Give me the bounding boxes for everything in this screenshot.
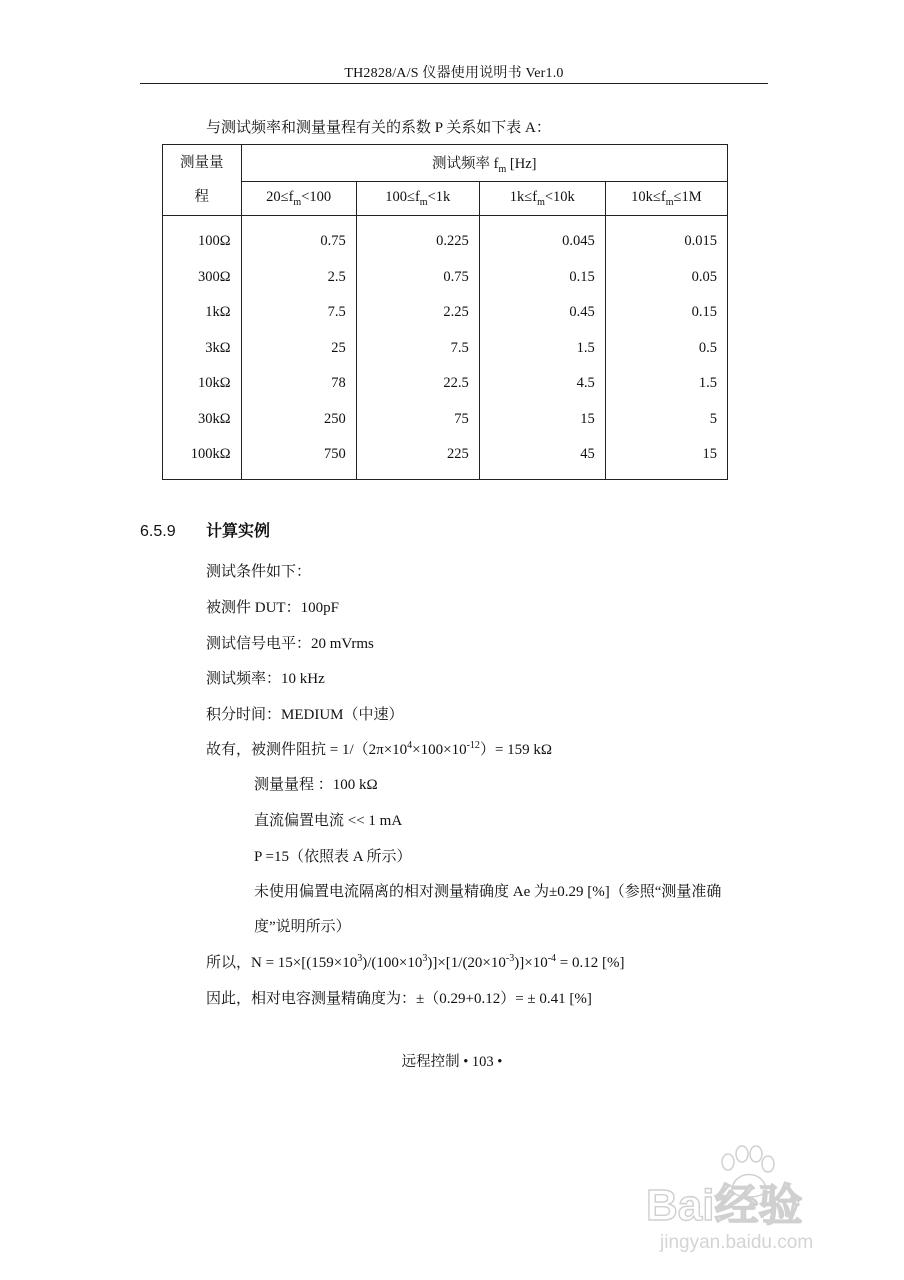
page-footer: 远程控制 • 103 •: [401, 1054, 503, 1070]
value-cell: 0.15: [569, 268, 595, 285]
value-cell: 4.5: [576, 375, 595, 391]
watermark-url: jingyan.baidu.com: [660, 1232, 814, 1253]
value-cell: 7.5: [327, 304, 346, 320]
freq-header-unit: [Hz]: [506, 155, 537, 172]
value-cell: 0.75: [443, 268, 469, 285]
value-column: [605, 216, 727, 480]
condition-level: 测试信号电平：20 mVrms: [206, 636, 374, 652]
page-header: TH2828/A/S 仪器使用说明书 Ver1.0: [344, 66, 564, 81]
freq-header-sub: m: [498, 163, 507, 175]
value-cell: 22.5: [443, 375, 469, 391]
freq-col-header: $100\le f_m<1k$: [356, 182, 479, 216]
accuracy-note-line1: 未使用偏置电流隔离的相对测量精确度 Ae 为±0.29 [%]（参照“测量准确: [254, 884, 722, 900]
value-cell: 0.045: [562, 233, 595, 249]
value-cell: 7.5: [450, 339, 469, 356]
p-value: P =15（依照表 A 所示）: [254, 849, 412, 865]
measurement-range: 测量量程 ：100 kΩ: [254, 777, 378, 793]
range-header-line2: 程: [194, 189, 210, 205]
range-cell: 300Ω: [198, 268, 231, 285]
range-cell: 100Ω: [198, 233, 231, 249]
condition-frequency: 测试频率：10 kHz: [206, 671, 325, 687]
value-cell: 5: [709, 410, 717, 427]
value-column: [241, 216, 356, 480]
final-result: 因此，相对电容测量精确度为：±（0.29+0.12）= ± 0.41 [%]: [206, 991, 592, 1007]
freq-col-header: $1k\le f_m<10k$: [479, 182, 605, 216]
range-column: [163, 216, 242, 480]
value-cell: 2.5: [327, 268, 346, 285]
range-header: [163, 145, 242, 216]
value-cell: 225: [447, 446, 469, 462]
frequency-header: [241, 145, 727, 182]
range-cell: 30kΩ: [198, 410, 231, 427]
value-cell: 15: [702, 446, 717, 462]
baidu-watermark: [640, 1140, 870, 1260]
value-cell: 0.15: [691, 304, 717, 320]
value-cell: 75: [454, 410, 469, 427]
range-header-line1: 测量量: [180, 155, 224, 171]
range-cell: 1kΩ: [205, 304, 231, 320]
value-column: [479, 216, 605, 480]
value-cell: 0.225: [436, 233, 469, 249]
value-cell: 15: [580, 410, 595, 427]
value-cell: 1.5: [698, 375, 717, 391]
conditions-heading: 测试条件如下：: [206, 564, 312, 580]
range-cell: 10kΩ: [198, 375, 231, 391]
accuracy-note-line2: 度”说明所示）: [254, 919, 351, 935]
coefficient-table: [162, 144, 728, 480]
section-title: 计算实例: [206, 523, 271, 540]
freq-col-header: $10k\le f_m\le 1M$: [605, 182, 727, 216]
dc-bias-current: 直流偏置电流 << 1 mA: [254, 813, 403, 829]
header-rule: [140, 83, 768, 84]
impedance-formula: 故有，被测件阻抗 = $1/(2\pi\times 10^4\times 100\times 10^{-12})= 159$ kΩ: [206, 740, 553, 758]
value-cell: 0.75: [320, 233, 346, 249]
freq-header-text: 测试频率 f: [432, 155, 499, 172]
value-cell: 2.25: [443, 304, 469, 320]
condition-dut: 被测件 DUT：100pF: [206, 600, 339, 616]
value-cell: 25: [331, 339, 346, 356]
value-cell: 0.05: [691, 268, 717, 285]
watermark-brand: Bai经验: [646, 1181, 803, 1230]
range-cell: 3kΩ: [205, 339, 231, 356]
value-cell: 0.45: [569, 304, 595, 320]
range-cell: 100kΩ: [190, 446, 231, 462]
value-cell: 78: [331, 375, 346, 391]
value-cell: 1.5: [576, 339, 595, 356]
value-cell: 0.015: [684, 233, 717, 249]
value-cell: 250: [323, 410, 346, 427]
freq-col-header: $20\le f_m<100$: [241, 182, 356, 216]
value-cell: 0.5: [698, 339, 717, 356]
condition-integration: 积分时间：MEDIUM（中速）: [206, 707, 404, 723]
value-column: [356, 216, 479, 480]
table-intro: 与测试频率和测量量程有关的系数 P 关系如下表 A：: [206, 120, 551, 136]
section-number: 6.5.9: [140, 523, 176, 540]
n-formula: 所以，$N = 15\times[(159\times 10^3)/(100\times 10^3)]\times[1/(20\times 10^{-3})]\times 10^{-4} = 0.12$ [%]: [206, 953, 625, 971]
section-heading: [140, 518, 270, 541]
value-cell: 750: [323, 446, 346, 462]
value-cell: 45: [580, 446, 595, 462]
